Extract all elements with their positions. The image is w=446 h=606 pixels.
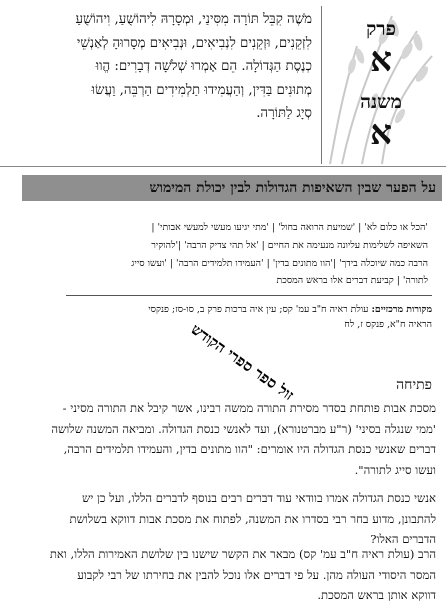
paragraph-3 [10,544,436,606]
section-title-bar: על הפער שבין השאיפות הגדולות לבין יכולת המימוש [22,175,442,201]
mishna-line: כְנֶסֶת הַגְּדוֹלָה. הֵם אָמְרוּ שְׁלֹשָׁה דְבָרִים: הֱווּ [95,59,312,74]
sources-block [66,303,432,332]
paragraph-line: 'ממי שנגלה בסיני' (ר"ע מברטנורא), ועד לאנשי כנסת הגדולה. ומביאה המשנה שלושה [51,421,436,436]
paragraph-2 [10,488,436,550]
quotes-line: השאיפה לשלימות עליונה מנעימה את החיים | 'אל תהי צדיק הרבה' |'להוקיר [151,239,428,251]
paragraph-line: דווקא אותן בראש המסכת. [317,588,436,602]
paragraph-line: הדברים האלו? [370,532,436,546]
sources-line-1 [66,303,432,318]
paragraph-line: ועשו סייג לתורה". [354,462,436,477]
paragraph-1 [10,398,436,480]
quotes-list [20,219,428,290]
mishna-text [12,8,312,126]
header-divider [0,166,446,167]
watermark-stamp: זול ספר ספרי הקודש [187,320,298,405]
chapter-label-box [321,6,440,164]
section-heading: פתיחה [396,377,432,393]
paragraph-line: מסכת אבות פותחת בסדר מסירת התורה ממשה רבינו, אשר קיבל את התורה מסיני - [62,401,436,415]
mishna-letter: א [370,113,392,153]
paragraph-line: להתבונן, מדוע בחר רבי בסדרו את המשנה, לפתוח את מסכת אבות דווקא בשלושת [69,511,436,526]
quotes-line: הרבה כמה שיוכלה בידך' |'הוו מתונים בדין' | 'העמידו תלמידים הרבה' | 'ועשו סייג [131,257,428,269]
chapter-word: פרק [366,18,396,40]
quotes-line: 'הכל או כלום לא' | 'שמיעת הרואה בחול' | 'מתי יגיעו מעשי למעשי אבותי' | [151,222,428,233]
mishna-line: מֹשֶׁה קִבֵּל תּוֹרָה מִסִּינַי, וּמְסָרָהּ לִיהוֹשֻׁעַ, וִיהוֹשֻׁעַ [75,12,312,27]
sources-text: עולת ראיה ח"ב עמ' קס; עין איה ברכות פרק ב, סו-סז; פנקסי [148,304,369,315]
paragraph-line: דברים שאנשי כנסת הגדולה היו אומרים: "הוו מתונים בדין, והעמידו תלמידים הרבה, [63,442,436,456]
quotes-line: לתורה' | קביעת דברים אלו בראש המסכת [276,275,428,287]
chapter-letter: א [370,40,392,80]
mishna-line: סְיָג לַתּוֹרָה. [256,106,312,121]
sources-rule [66,295,432,296]
mishna-line: מְתוּנִים בַּדִּין, וְהַעֲמִידוּ תַלְמִידִים הַרְבֵּה, וַעֲשׂוּ [91,82,312,98]
sources-line-2: הראיה ח"א, פנקס ז, לח [344,318,432,330]
paragraph-line: אנשי כנסת הגדולה אמרו בוודאי עוד דברים רבים בנוסף לדברים הללו, ועל כן יש [82,491,436,505]
paragraph-line: הרב (עולת ראיה ח"ב עמ' קס) מבאר את הקשר שישנו בין שלושת האמירות הללו, ואת [49,547,436,561]
mishna-word: משנה [360,91,402,113]
sources-label: מקורות מרכזיים: [371,304,432,315]
mishna-line: לִזְקֵנִים, וּזְקֵנִים לִנְבִיאִים, וּנְבִיאִים מְסָרוּהָ לְאַנְשֵׁי [76,35,312,51]
paragraph-line: המסר היסודי העולה מהן. על פי דברים אלו נוכל להבין את בחירתו של רבי לקבוע [77,567,436,582]
